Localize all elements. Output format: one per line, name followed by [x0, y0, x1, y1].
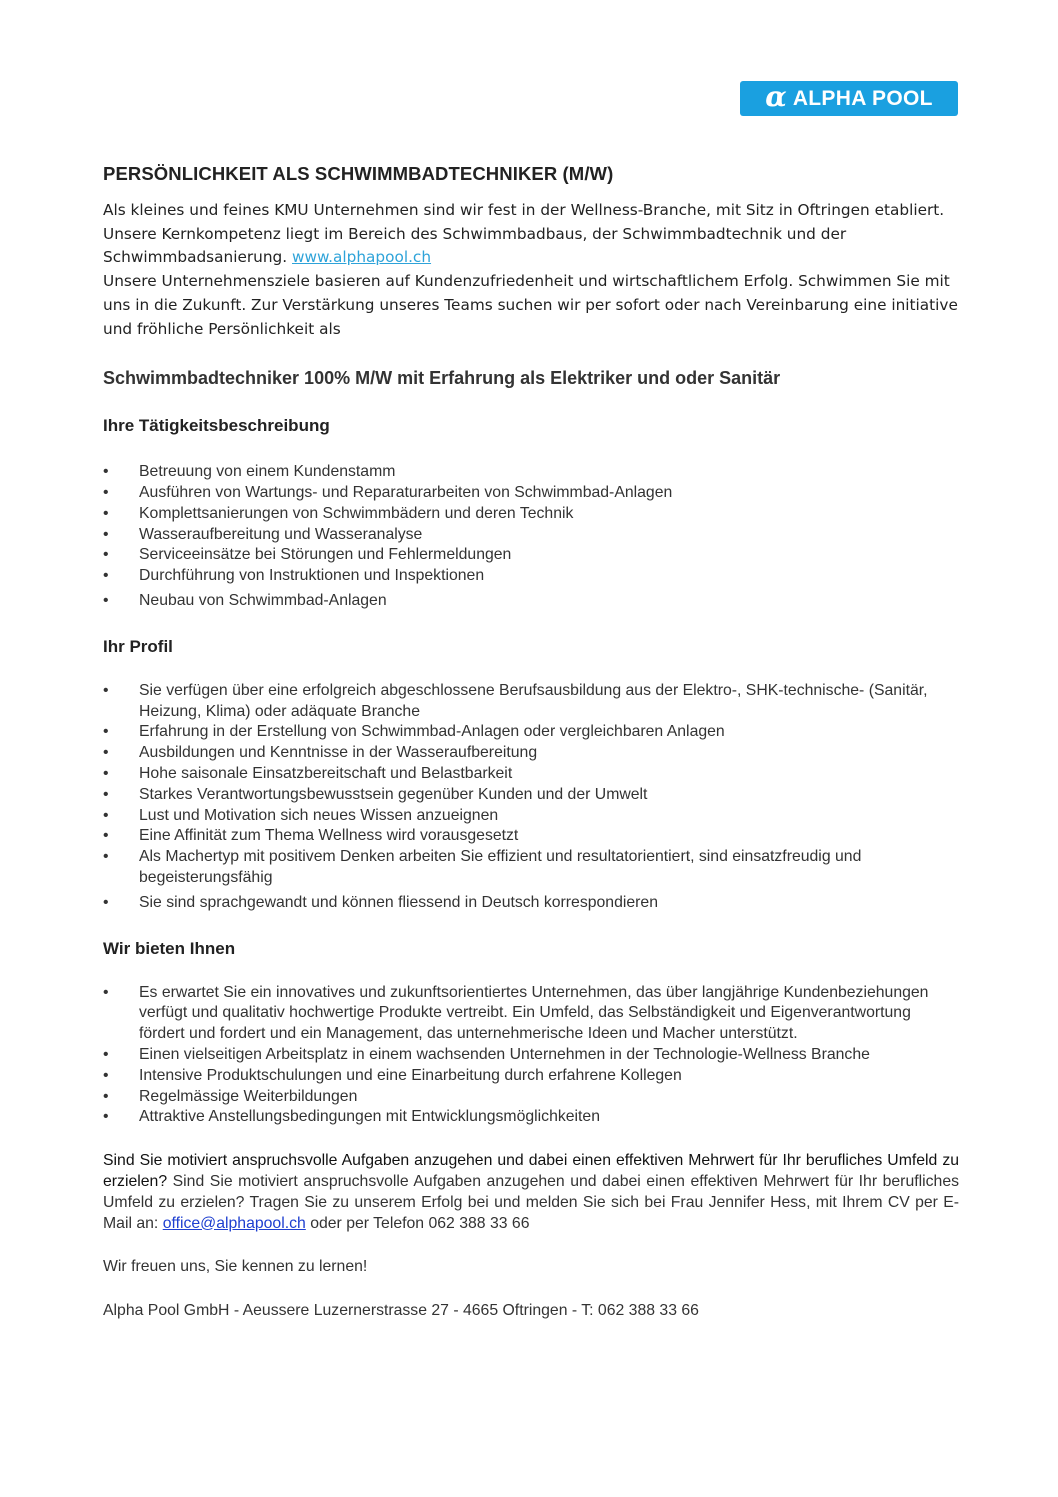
bullet-icon: • — [103, 525, 109, 543]
list-item — [103, 847, 959, 889]
list-item-text: Regelmässige Weiterbildungen — [139, 1087, 358, 1105]
list-item — [103, 483, 959, 504]
bullet-icon: • — [103, 983, 109, 1001]
closing-phone-text: oder per Telefon 062 388 33 66 — [305, 1214, 530, 1232]
bullet-icon: • — [103, 723, 109, 741]
section-heading-profil: Ihr Profil — [103, 636, 173, 656]
list-item-text: Sie sind sprachgewandt und können fliessend in Deutsch korrespondieren — [139, 893, 658, 911]
bullet-icon: • — [103, 744, 109, 762]
list-item-text: Intensive Produktschulungen und eine Einarbeitung durch erfahrene Kollegen — [139, 1066, 682, 1084]
list-item-text: Einen vielseitigen Arbeitsplatz in einem wachsenden Unternehmen in der Technologie-Wellness Branche — [139, 1045, 870, 1063]
job-subtitle: Schwimmbadtechniker 100% M/W mit Erfahrung als Elektriker und oder Sanitär — [103, 368, 781, 389]
section-heading-bieten: Wir bieten Ihnen — [103, 938, 236, 958]
list-item-text: Betreuung von einem Kundenstamm — [139, 463, 396, 481]
bullet-icon: • — [103, 785, 109, 803]
list-item-text: Neubau von Schwimmbad-Anlagen — [139, 592, 387, 609]
list-item-text: Sie verfügen über eine erfolgreich abgeschlossene Berufsausbildung aus der Elektro-, SHK-technische- (Sanitär, Heizung, Klima) oder adäquate Branche — [139, 681, 928, 720]
logo-text: ALPHA POOL — [792, 86, 933, 110]
list-item — [103, 525, 959, 546]
list-item — [103, 591, 959, 612]
list-item-text: Es erwartet Sie ein innovatives und zukunftsorientiertes Unternehmen, das über langjährige Kundenbeziehungen verfügt und qualitativ hochwertige Produkte vertreibt. Ein Umfeld, das Selbständigkeit und Eigenverantwortung fördert und fordert und ein Management, das unternehmerische Ideen und Macher unterstützt. — [139, 983, 929, 1043]
list-item — [103, 566, 959, 587]
list-item-text: Eine Affinität zum Thema Wellness wird vorausgesetzt — [139, 827, 519, 845]
list-item-text: Komplettsanierungen von Schwimmbädern und deren Technik — [139, 504, 574, 522]
bullet-icon: • — [103, 681, 109, 699]
list-item — [103, 545, 959, 566]
bullet-icon: • — [103, 1108, 109, 1126]
intro-p1-text: Als kleines und feines KMU Unternehmen sind wir fest in der Wellness-Branche, mit Sitz in Oftringen etabliert. Unsere Kernkompetenz liegt im Bereich des Schwimmbadbaus, der Schwimmbadtechnik und der Schwimmbadsanierung. — [103, 201, 945, 267]
list-item — [103, 722, 959, 743]
list-item-text: Erfahrung in der Erstellung von Schwimmbad-Anlagen oder vergleichbaren Anlagen — [139, 723, 725, 741]
bullet-icon: • — [103, 848, 109, 866]
bullet-icon: • — [103, 463, 109, 481]
list-item-text: Starkes Verantwortungsbewusstsein gegenüber Kunden und der Umwelt — [139, 785, 648, 803]
bullet-icon: • — [103, 567, 109, 585]
bullet-icon: • — [103, 806, 109, 824]
alpha-logo-icon: α — [765, 79, 787, 113]
footer-address: Alpha Pool GmbH - Aeussere Luzernerstrasse 27 - 4665 Oftringen - T: 062 388 33 66 — [103, 1302, 699, 1320]
list-item — [103, 1087, 959, 1108]
document-body — [103, 163, 959, 1320]
list-item-text: Serviceeinsätze bei Störungen und Fehlermeldungen — [139, 546, 512, 564]
taetigkeit-list — [103, 462, 959, 612]
bullet-icon: • — [103, 1066, 109, 1084]
closing-strong-text: Sind Sie motiviert anspruchsvolle Aufgaben anzugehen und dabei einen effektiven Mehrwert für Ihr berufliches Umfeld zu erzielen? — [103, 1152, 959, 1190]
list-item — [103, 504, 959, 525]
list-item — [103, 764, 959, 785]
intro-text — [103, 199, 959, 341]
email-link[interactable]: office@alphapool.ch — [162, 1214, 306, 1232]
bullet-icon: • — [103, 827, 109, 845]
bullet-icon: • — [103, 1045, 109, 1063]
list-item-text: Ausbildungen und Kenntnisse in der Wasseraufbereitung — [139, 744, 538, 762]
bullet-icon: • — [103, 893, 109, 911]
closing-text: Sind Sie motiviert anspruchsvolle Aufgaben anzugehen und dabei einen effektiven Mehrwert für Ihr berufliches Umfeld zu erzielen? Tragen Sie zu unserem Erfolg bei und melden Sie sich bei Frau Jennifer Hess, mit Ihrem CV per E-Mail an: — [103, 1172, 959, 1232]
bullet-icon: • — [103, 592, 109, 609]
list-item — [103, 1066, 959, 1087]
bullet-icon: • — [103, 546, 109, 564]
list-item-text: Wasseraufbereitung und Wasseranalyse — [139, 525, 423, 543]
list-item — [103, 893, 959, 914]
page-title: PERSÖNLICHKEIT ALS SCHWIMMBADTECHNIKER (M/W) — [103, 163, 614, 184]
list-item — [103, 462, 959, 483]
list-item — [103, 983, 959, 1045]
thanks-line: Wir freuen uns, Sie kennen zu lernen! — [103, 1258, 368, 1276]
list-item-text: Hohe saisonale Einsatzbereitschaft und Belastbarkeit — [139, 764, 513, 782]
list-item — [103, 1045, 959, 1066]
list-item-text: Attraktive Anstellungsbedingungen mit Entwicklungsmöglichkeiten — [139, 1108, 601, 1126]
list-item — [103, 806, 959, 827]
bieten-list — [103, 983, 959, 1129]
list-item — [103, 681, 959, 723]
bullet-icon: • — [103, 504, 109, 522]
list-item-text: Durchführung von Instruktionen und Inspektionen — [139, 567, 485, 585]
bullet-icon: • — [103, 484, 109, 502]
list-item — [103, 743, 959, 764]
profil-list — [103, 681, 959, 914]
website-link[interactable]: www.alphapool.ch — [292, 248, 432, 267]
closing-paragraph — [103, 1151, 959, 1234]
intro-paragraph-1 — [103, 199, 959, 270]
intro-paragraph-2: Unsere Unternehmensziele basieren auf Kundenzufriedenheit und wirtschaftlichem Erfolg. Schwimmen Sie mit uns in die Zukunft. Zur Verstärkung unseres Teams suchen wir per sofort oder nach Vereinbarung eine initiative und fröhliche Persönlichkeit als — [103, 272, 958, 338]
list-item-text: Ausführen von Wartungs- und Reparaturarbeiten von Schwimmbad-Anlagen — [139, 484, 673, 502]
list-item — [103, 785, 959, 806]
bullet-icon: • — [103, 764, 109, 782]
alpha-pool-logo — [740, 81, 958, 116]
bullet-icon: • — [103, 1087, 109, 1105]
section-heading-taetigkeit: Ihre Tätigkeitsbeschreibung — [103, 416, 330, 436]
list-item-text: Als Machertyp mit positivem Denken arbeiten Sie effizient und resultatorientiert, sind einsatzfreudig und begeisterungsfähig — [139, 848, 862, 886]
list-item — [103, 1107, 959, 1128]
list-item — [103, 826, 959, 847]
list-item-text: Lust und Motivation sich neues Wissen anzueignen — [139, 806, 499, 824]
